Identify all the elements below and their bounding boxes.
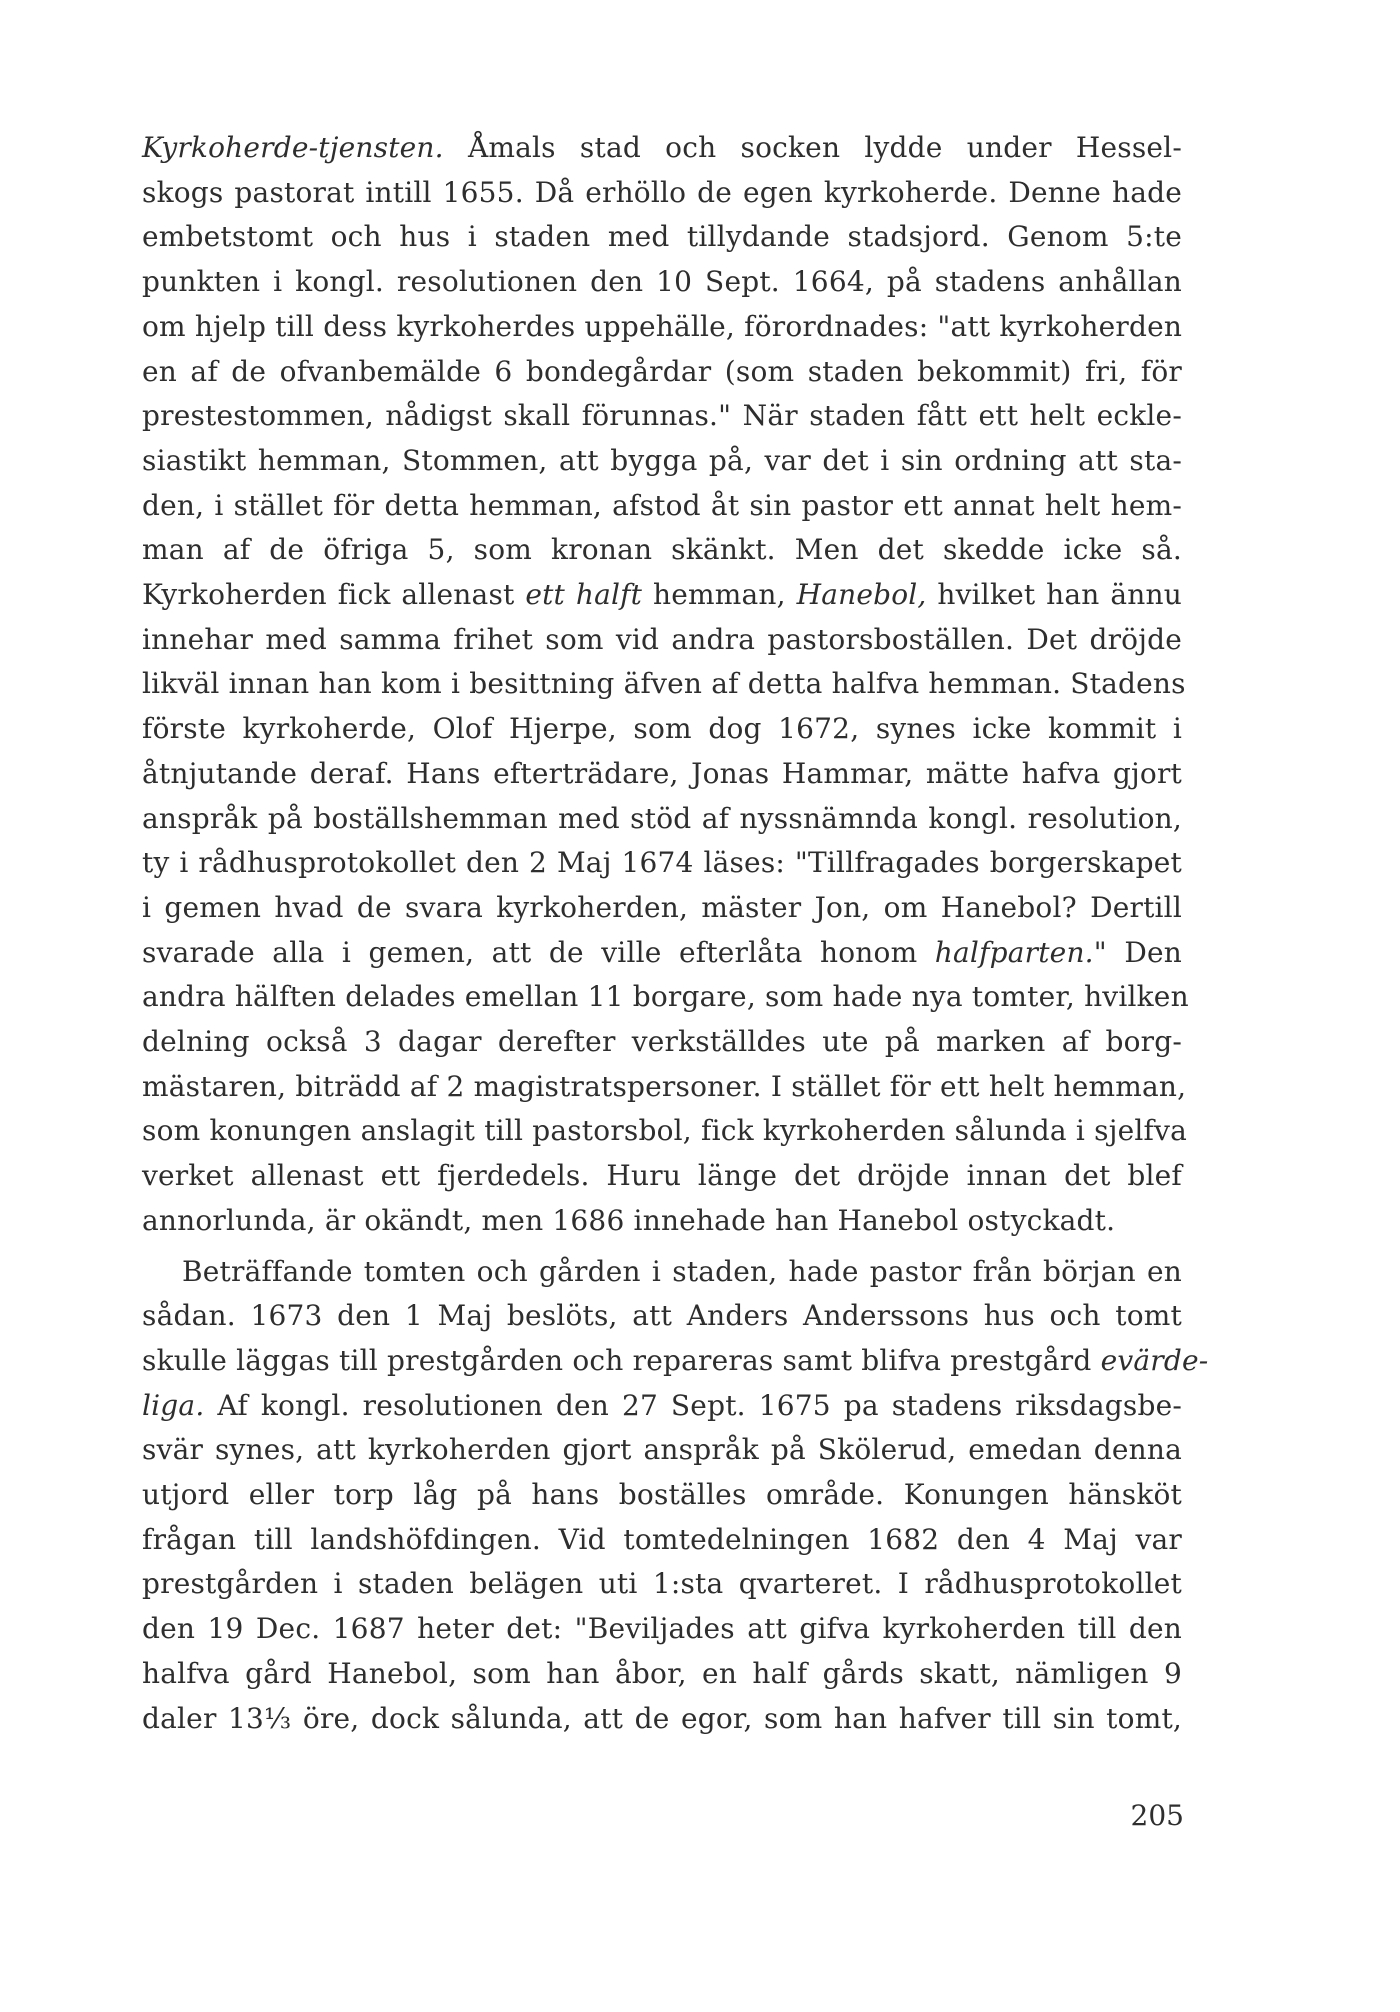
text-line <box>142 1294 1182 1338</box>
text-run: hvilket han ännu <box>926 578 1182 611</box>
text-run: en af de ofvanbemälde 6 bondegårdar (som staden bekommit) fri, för <box>142 355 1182 388</box>
text-run: ty i rådhusprotokollet den 2 Maj 1674 läses: "Tillfragades borgerskapet <box>142 846 1182 879</box>
text-run: åtnjutande deraf. Hans efterträdare, Jonas Hammar, mätte hafva gjort <box>142 757 1182 790</box>
page-number: 205 <box>1130 1799 1184 1832</box>
text-line <box>182 1250 1182 1294</box>
text-line <box>142 1607 1182 1651</box>
text-line <box>142 1154 1182 1198</box>
text-line <box>142 171 1182 215</box>
text-run: siastikt hemman, Stommen, att bygga på, var det i sin ordning att sta- <box>142 444 1182 477</box>
text-line <box>142 1562 1182 1606</box>
italic-text: Kyrkoherde-tjensten. <box>142 131 444 164</box>
text-run: hemman, <box>642 578 797 611</box>
text-line <box>142 931 1182 975</box>
text-run: daler 13⅓ öre, dock sålunda, att de egor, som han hafver till sin tomt, <box>142 1702 1182 1735</box>
text-run: halfva gård Hanebol, som han åbor, en half gårds skatt, nämligen 9 <box>142 1657 1182 1690</box>
text-line <box>142 215 1182 259</box>
text-line <box>142 886 1182 930</box>
text-line <box>142 797 1182 841</box>
text-run: andra hälften delades emellan 11 borgare, som hade nya tomter, hvilken <box>142 980 1189 1013</box>
text-run: svarade alla i gemen, att de ville efterlåta honom <box>142 936 935 969</box>
text-run: förste kyrkoherde, Olof Hjerpe, som dog 1672, synes icke kommit i <box>142 712 1182 745</box>
text-run: den 19 Dec. 1687 heter det: "Beviljades att gifva kyrkoherden till den <box>142 1612 1182 1645</box>
italic-text: evärde- <box>1100 1344 1209 1377</box>
text-line <box>142 1199 1182 1243</box>
text-run: punkten i kongl. resolutionen den 10 Sept. 1664, på stadens anhållan <box>142 265 1182 298</box>
text-run: embetstomt och hus i staden med tillydande stadsjord. Genom 5:te <box>142 220 1182 253</box>
text-run: prestestommen, nådigst skall förunnas." När staden fått ett helt eckle- <box>142 399 1182 432</box>
text-line <box>142 1697 1182 1741</box>
text-run: sådan. 1673 den 1 Maj beslöts, att Anders Anderssons hus och tomt <box>142 1299 1182 1332</box>
text-run: verket allenast ett fjerdedels. Huru länge det dröjde innan det blef <box>142 1159 1182 1192</box>
text-run: om hjelp till dess kyrkoherdes uppehälle, förordnades: "att kyrkoherden <box>142 310 1183 343</box>
text-line <box>142 1428 1182 1472</box>
text-line <box>142 126 1182 170</box>
text-run: man af de öfriga 5, som kronan skänkt. Men det skedde icke så. <box>142 533 1182 566</box>
text-line <box>142 1065 1187 1109</box>
text-run: skulle läggas till prestgården och repareras samt blifva prestgård <box>142 1344 1101 1377</box>
text-line <box>142 573 1182 617</box>
text-line <box>142 841 1182 885</box>
text-line <box>142 305 1182 349</box>
text-run: skogs pastorat intill 1655. Då erhöllo de egen kyrkoherde. Denne hade <box>142 176 1182 209</box>
text-line <box>142 618 1182 662</box>
text-run: svär synes, att kyrkoherden gjort anspråk på Skölerud, emedan denna <box>142 1433 1182 1466</box>
text-line <box>142 1473 1182 1517</box>
text-line <box>142 484 1182 528</box>
text-line <box>142 439 1182 483</box>
text-line <box>142 662 1186 706</box>
text-line <box>142 260 1182 304</box>
text-run: frågan till landshöfdingen. Vid tomtedelningen 1682 den 4 Maj var <box>142 1523 1182 1556</box>
text-line <box>142 350 1182 394</box>
text-run: den, i stället för detta hemman, afstod åt sin pastor ett annat helt hem- <box>142 489 1182 522</box>
text-run: annorlunda, är okändt, men 1686 innehade han Hanebol ostyckadt. <box>142 1204 1116 1237</box>
text-line <box>142 528 1182 572</box>
text-run: Beträffande tomten och gården i staden, hade pastor från början en <box>182 1255 1182 1288</box>
text-line <box>142 1109 1187 1153</box>
text-line <box>142 1518 1182 1562</box>
text-run: anspråk på boställshemman med stöd af nyssnämnda kongl. resolution, <box>142 802 1182 835</box>
text-run: innehar med samma frihet som vid andra pastorsboställen. Det dröjde <box>142 623 1182 656</box>
text-line <box>142 1384 1182 1428</box>
text-line <box>142 394 1182 438</box>
text-run: som konungen anslagit till pastorsbol, fick kyrkoherden sålunda i sjelfva <box>142 1114 1187 1147</box>
italic-text: halfparten. <box>934 936 1094 969</box>
text-run: Af kongl. resolutionen den 27 Sept. 1675 pa stadens riksdagsbe- <box>204 1389 1182 1422</box>
text-run: utjord eller torp låg på hans boställes område. Konungen hänsköt <box>142 1478 1182 1511</box>
text-run: mästaren, biträdd af 2 magistratspersoner. I stället för ett helt hemman, <box>142 1070 1187 1103</box>
text-run: delning också 3 dagar derefter verkställdes ute på marken af borg- <box>142 1025 1182 1058</box>
italic-text: Hanebol, <box>796 578 927 611</box>
text-line <box>142 752 1182 796</box>
text-run: i gemen hvad de svara kyrkoherden, mäster Jon, om Hanebol? Dertill <box>142 891 1182 924</box>
text-line <box>142 707 1182 751</box>
text-line <box>142 1020 1182 1064</box>
italic-text: ett halft <box>525 578 643 611</box>
text-line <box>142 1339 1209 1383</box>
text-run: Kyrkoherden fick allenast <box>142 578 526 611</box>
italic-text: liga. <box>142 1389 205 1422</box>
text-line <box>142 1652 1182 1696</box>
text-run: prestgården i staden belägen uti 1:sta qvarteret. I rådhusprotokollet <box>142 1567 1182 1600</box>
text-run: Åmals stad och socken lydde under Hessel- <box>443 131 1182 164</box>
text-run: " Den <box>1093 936 1182 969</box>
text-line <box>142 975 1189 1019</box>
text-run: likväl innan han kom i besittning äfven af detta halfva hemman. Stadens <box>142 667 1186 700</box>
